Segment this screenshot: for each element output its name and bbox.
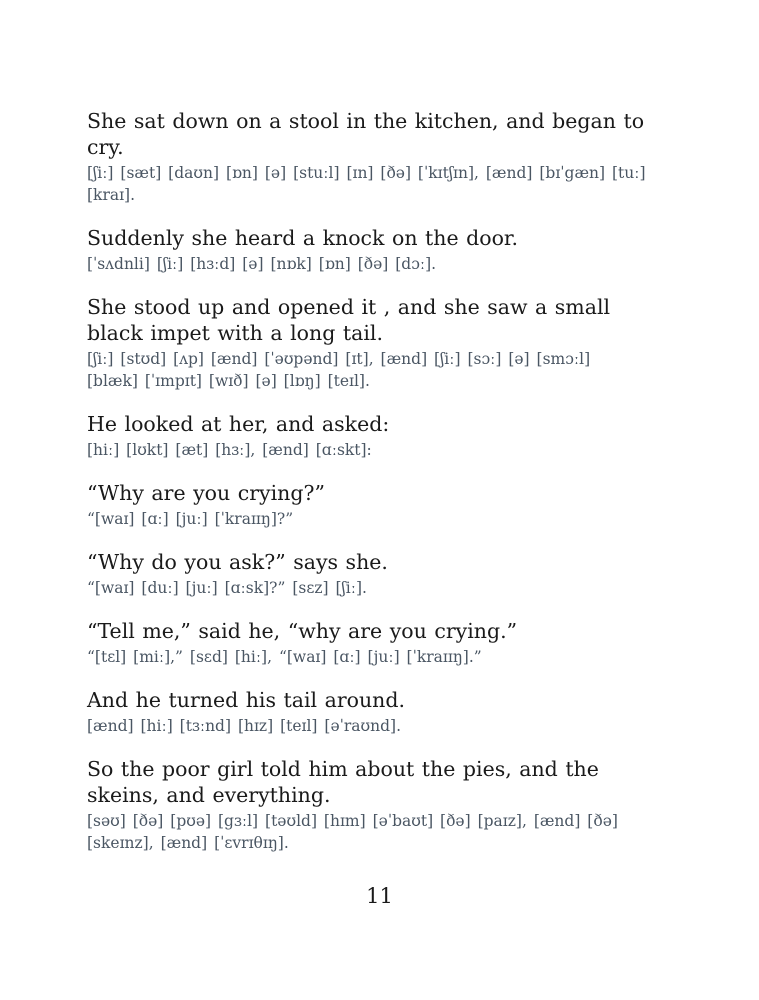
ipa-transcription: [ʃiː] [stʊd] [ʌp] [ænd] [ˈəʊpənd] [ɪt], [ænd] [ʃiː] [sɔː] [ə] [smɔːl] [blæk] [ˈɪmpɪt] [wɪð] [ə] [lɒŋ] [teɪl]. bbox=[87, 350, 591, 390]
ipa-transcription: [hiː] [lʊkt] [æt] [hɜː], [ænd] [ɑːskt]: bbox=[87, 441, 372, 459]
entry-7 bbox=[87, 618, 647, 668]
sentence-text: He looked at her, and asked: bbox=[87, 412, 390, 436]
page-number: 11 bbox=[366, 884, 393, 908]
sentence-text: “Why do you ask?” says she. bbox=[87, 550, 388, 574]
ipa-transcription: [ʃiː] [sæt] [daʊn] [ɒn] [ə] [stuːl] [ɪn] [ðə] [ˈkɪtʃɪn], [ænd] [bɪˈgæn] [tuː] [kraɪ]. bbox=[87, 164, 646, 204]
ipa-transcription: “[tɛl] [miː],” [sɛd] [hiː], “[waɪ] [ɑː] [juː] [ˈkraɪɪŋ].” bbox=[87, 648, 482, 666]
entry-6 bbox=[87, 549, 647, 599]
ipa-transcription: [ænd] [hiː] [tɜːnd] [hɪz] [teɪl] [əˈraʊnd]. bbox=[87, 717, 402, 735]
entry-8 bbox=[87, 687, 647, 737]
sentence-text: Suddenly she heard a knock on the door. bbox=[87, 226, 518, 250]
page-body bbox=[87, 108, 647, 873]
ipa-transcription: [səʊ] [ðə] [pʊə] [gɜːl] [təʊld] [hɪm] [əˈbaʊt] [ðə] [paɪz], [ænd] [ðə] [skeɪnz], [ænd] [ˈɛvrɪθɪŋ]. bbox=[87, 812, 618, 852]
sentence-text: “Why are you crying?” bbox=[87, 481, 325, 505]
entry-5 bbox=[87, 480, 647, 530]
sentence-text: She stood up and opened it , and she saw a small black impet with a long tail. bbox=[87, 295, 611, 345]
entry-2 bbox=[87, 225, 647, 275]
ipa-transcription: [ˈsʌdnli] [ʃiː] [hɜːd] [ə] [nɒk] [ɒn] [ðə] [dɔː]. bbox=[87, 255, 437, 273]
entry-9 bbox=[87, 756, 647, 854]
entry-3 bbox=[87, 294, 647, 392]
ipa-transcription: “[waɪ] [ɑː] [juː] [ˈkraɪɪŋ]?” bbox=[87, 510, 294, 528]
entry-1 bbox=[87, 108, 647, 206]
sentence-text: So the poor girl told him about the pies, and the skeins, and everything. bbox=[87, 757, 599, 807]
sentence-text: And he turned his tail around. bbox=[87, 688, 406, 712]
ipa-transcription: “[waɪ] [duː] [juː] [ɑːsk]?” [sɛz] [ʃiː]. bbox=[87, 579, 367, 597]
sentence-text: She sat down on a stool in the kitchen, and began to cry. bbox=[87, 109, 645, 159]
sentence-text: “Tell me,” said he, “why are you crying.” bbox=[87, 619, 518, 643]
entry-4 bbox=[87, 411, 647, 461]
